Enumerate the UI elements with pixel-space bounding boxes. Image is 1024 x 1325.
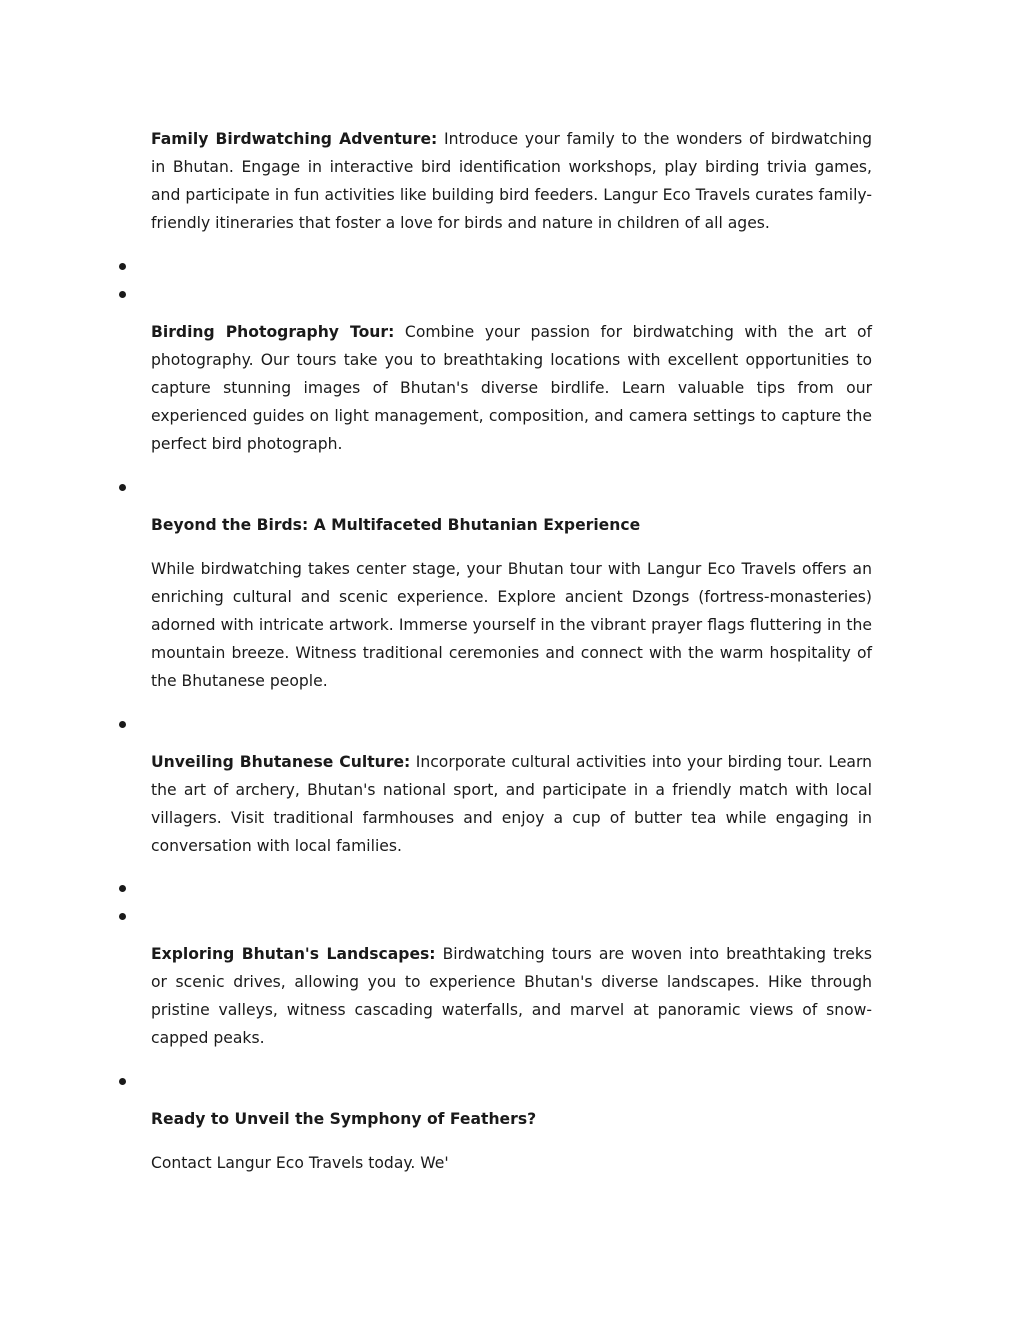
list-bullet (119, 885, 126, 892)
ready-heading: Ready to Unveil the Symphony of Feathers? (151, 1110, 537, 1128)
beyond-the-birds-heading: Beyond the Birds: A Multifaceted Bhutanian Experience (151, 516, 641, 534)
bhutan-landscapes-text: Birdwatching tours are woven into breathtaking treks or scenic drives, allowing you to experience Bhutan's diverse landscapes. Hike through pristine valleys, witness cascading waterfalls, and marvel at panoramic views of snow-capped peaks. (151, 945, 873, 1047)
bhutanese-culture-paragraph (151, 748, 872, 860)
list-bullet (119, 291, 126, 298)
list-bullet (119, 1078, 126, 1085)
bhutan-landscapes-paragraph (151, 940, 872, 1052)
beyond-the-birds-paragraph: While birdwatching takes center stage, your Bhutan tour with Langur Eco Travels offers an enriching cultural and scenic experience. Explore ancient Dzongs (fortress-monasteries) adorned with intricate artwork. Immerse yourself in the vibrant prayer flags fluttering in the mountain breeze. Witness traditional ceremonies and connect with the warm hospitality of the Bhutanese people. (151, 560, 872, 690)
contact-paragraph: Contact Langur Eco Travels today. We' (151, 1154, 449, 1172)
list-bullet (119, 263, 126, 270)
birding-photography-label: Birding Photography Tour: (151, 323, 395, 341)
family-birdwatching-text: Introduce your family to the wonders of birdwatching in Bhutan. Engage in interactive bird identification workshops, play birding trivia games, and participate in fun activities like building bird feeders. Langur Eco Travels curates family-friendly itineraries that foster a love for birds and nature in children of all ages. (151, 130, 872, 232)
bhutan-landscapes-label: Exploring Bhutan's Landscapes: (151, 945, 436, 963)
family-birdwatching-paragraph (151, 125, 872, 237)
bhutanese-culture-label: Unveiling Bhutanese Culture: (151, 753, 411, 771)
list-bullet (119, 913, 126, 920)
family-birdwatching-label: Family Birdwatching Adventure: (151, 130, 438, 148)
list-bullet (119, 484, 126, 491)
list-bullet (119, 721, 126, 728)
birding-photography-paragraph (151, 318, 872, 458)
bhutanese-culture-text: Incorporate cultural activities into your birding tour. Learn the art of archery, Bhutan's national sport, and participate in a friendly match with local villagers. Visit traditional farmhouses and enjoy a cup of butter tea while engaging in conversation with local families. (151, 753, 872, 855)
birding-photography-text: Combine your passion for birdwatching with the art of photography. Our tours take you to breathtaking locations with excellent opportunities to capture stunning images of Bhutan's diverse birdlife. Learn valuable tips from our experienced guides on light management, composition, and camera settings to capture the perfect bird photograph. (151, 323, 872, 453)
